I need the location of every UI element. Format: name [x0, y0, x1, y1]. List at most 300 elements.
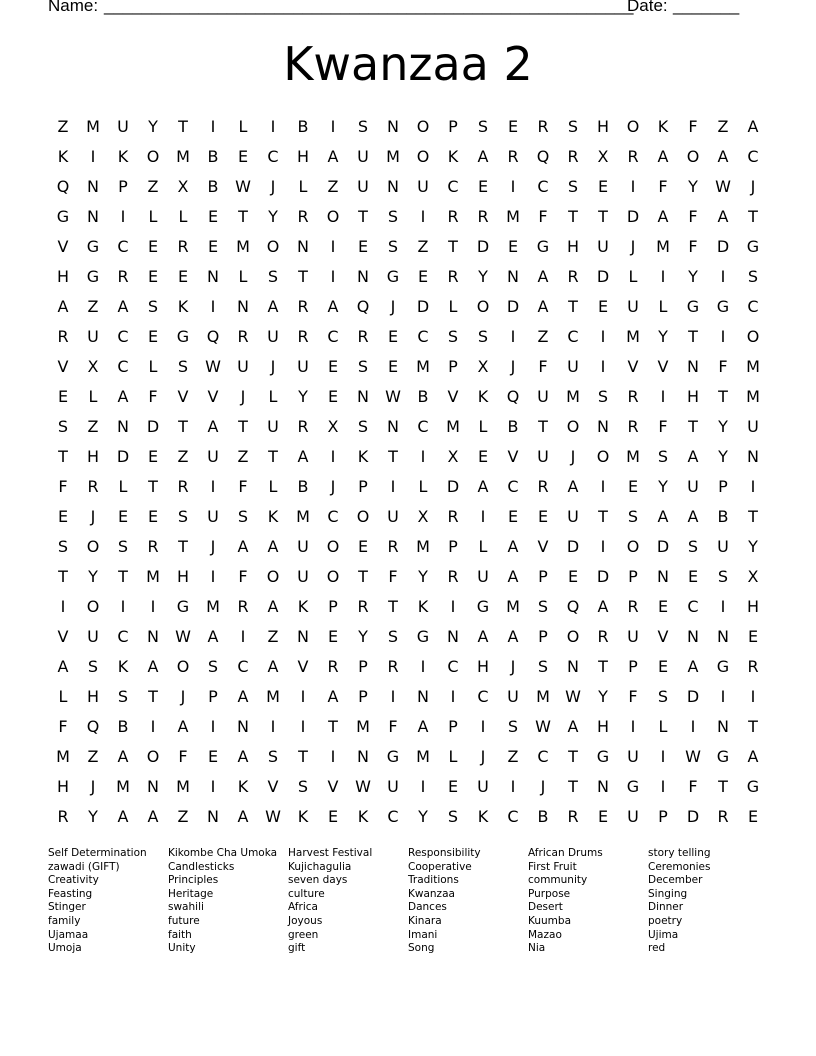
- grid-cell[interactable]: N: [597, 776, 609, 796]
- grid-cell[interactable]: M: [356, 716, 370, 736]
- grid-cell[interactable]: H: [686, 386, 700, 406]
- grid-cell[interactable]: I: [150, 596, 156, 616]
- grid-cell[interactable]: C: [537, 746, 549, 766]
- grid-cell[interactable]: V: [207, 386, 219, 406]
- grid-cell[interactable]: A: [717, 146, 729, 166]
- grid-cell[interactable]: A: [717, 206, 729, 226]
- grid-cell[interactable]: H: [476, 656, 490, 676]
- grid-cell[interactable]: V: [657, 356, 669, 376]
- grid-cell[interactable]: B: [297, 116, 309, 136]
- grid-cell[interactable]: W: [715, 176, 731, 196]
- grid-cell[interactable]: I: [720, 686, 726, 706]
- grid-cell[interactable]: A: [267, 296, 279, 316]
- grid-cell[interactable]: N: [237, 296, 249, 316]
- grid-cell[interactable]: M: [386, 146, 400, 166]
- grid-cell[interactable]: I: [450, 596, 456, 616]
- grid-cell[interactable]: E: [627, 476, 639, 496]
- grid-cell[interactable]: M: [746, 386, 760, 406]
- grid-cell[interactable]: U: [567, 356, 579, 376]
- grid-cell[interactable]: S: [537, 596, 549, 616]
- grid-cell[interactable]: A: [327, 296, 339, 316]
- grid-cell[interactable]: U: [627, 626, 639, 646]
- grid-cell[interactable]: I: [420, 446, 426, 466]
- grid-cell[interactable]: M: [146, 566, 160, 586]
- grid-cell[interactable]: W: [355, 776, 371, 796]
- grid-cell[interactable]: Z: [327, 176, 339, 196]
- grid-cell[interactable]: R: [507, 146, 519, 166]
- grid-cell[interactable]: A: [537, 266, 549, 286]
- grid-cell[interactable]: E: [327, 386, 339, 406]
- grid-cell[interactable]: U: [357, 146, 369, 166]
- grid-cell[interactable]: I: [330, 446, 336, 466]
- grid-cell[interactable]: G: [716, 656, 730, 676]
- grid-cell[interactable]: O: [266, 236, 280, 256]
- grid-cell[interactable]: X: [477, 356, 489, 376]
- grid-cell[interactable]: V: [57, 626, 69, 646]
- grid-cell[interactable]: V: [177, 386, 189, 406]
- grid-cell[interactable]: V: [537, 536, 549, 556]
- grid-cell[interactable]: S: [147, 296, 159, 316]
- grid-cell[interactable]: C: [747, 296, 759, 316]
- grid-cell[interactable]: A: [117, 746, 129, 766]
- grid-cell[interactable]: X: [447, 446, 459, 466]
- grid-cell[interactable]: Q: [566, 596, 580, 616]
- grid-cell[interactable]: Z: [177, 806, 189, 826]
- grid-cell[interactable]: J: [570, 446, 576, 466]
- grid-cell[interactable]: S: [567, 176, 579, 196]
- grid-cell[interactable]: E: [327, 356, 339, 376]
- grid-cell[interactable]: E: [477, 446, 489, 466]
- grid-cell[interactable]: E: [597, 176, 609, 196]
- grid-cell[interactable]: T: [298, 746, 308, 766]
- grid-cell[interactable]: E: [357, 236, 369, 256]
- grid-cell[interactable]: A: [477, 626, 489, 646]
- grid-cell[interactable]: I: [390, 686, 396, 706]
- grid-cell[interactable]: S: [687, 536, 699, 556]
- grid-cell[interactable]: N: [357, 266, 369, 286]
- grid-cell[interactable]: U: [627, 296, 639, 316]
- grid-cell[interactable]: I: [510, 326, 516, 346]
- grid-cell[interactable]: V: [297, 656, 309, 676]
- grid-cell[interactable]: E: [507, 116, 519, 136]
- grid-cell[interactable]: O: [416, 116, 430, 136]
- grid-cell[interactable]: A: [207, 416, 219, 436]
- grid-cell[interactable]: R: [537, 116, 549, 136]
- grid-cell[interactable]: L: [178, 206, 188, 226]
- grid-cell[interactable]: O: [146, 146, 160, 166]
- grid-cell[interactable]: C: [117, 356, 129, 376]
- grid-cell[interactable]: A: [507, 566, 519, 586]
- grid-cell[interactable]: R: [177, 476, 189, 496]
- grid-cell[interactable]: S: [447, 806, 459, 826]
- grid-cell[interactable]: M: [446, 416, 460, 436]
- grid-cell[interactable]: V: [57, 236, 69, 256]
- grid-cell[interactable]: S: [447, 326, 459, 346]
- grid-cell[interactable]: Y: [298, 386, 308, 406]
- grid-cell[interactable]: O: [86, 596, 100, 616]
- grid-cell[interactable]: S: [117, 536, 129, 556]
- grid-cell[interactable]: R: [627, 596, 639, 616]
- grid-cell[interactable]: J: [90, 506, 96, 526]
- grid-cell[interactable]: A: [237, 746, 249, 766]
- grid-cell[interactable]: T: [328, 716, 338, 736]
- date-field[interactable]: _______: [673, 0, 740, 15]
- grid-cell[interactable]: R: [297, 416, 309, 436]
- grid-cell[interactable]: Y: [418, 566, 428, 586]
- grid-cell[interactable]: L: [268, 476, 278, 496]
- grid-cell[interactable]: T: [178, 116, 188, 136]
- grid-cell[interactable]: J: [180, 686, 186, 706]
- grid-cell[interactable]: W: [685, 746, 701, 766]
- grid-cell[interactable]: A: [687, 446, 699, 466]
- grid-cell[interactable]: T: [718, 386, 728, 406]
- grid-cell[interactable]: E: [147, 506, 159, 526]
- grid-cell[interactable]: C: [237, 656, 249, 676]
- grid-cell[interactable]: A: [297, 446, 309, 466]
- grid-cell[interactable]: P: [628, 566, 638, 586]
- grid-cell[interactable]: N: [747, 446, 759, 466]
- grid-cell[interactable]: G: [686, 296, 700, 316]
- grid-cell[interactable]: I: [660, 266, 666, 286]
- grid-cell[interactable]: F: [688, 236, 698, 256]
- grid-cell[interactable]: L: [658, 716, 668, 736]
- grid-cell[interactable]: H: [296, 146, 310, 166]
- grid-cell[interactable]: C: [747, 146, 759, 166]
- grid-cell[interactable]: L: [148, 206, 158, 226]
- grid-cell[interactable]: O: [626, 536, 640, 556]
- grid-cell[interactable]: I: [660, 776, 666, 796]
- grid-cell[interactable]: L: [448, 296, 458, 316]
- grid-cell[interactable]: R: [327, 656, 339, 676]
- grid-cell[interactable]: I: [210, 776, 216, 796]
- grid-cell[interactable]: U: [387, 506, 399, 526]
- grid-cell[interactable]: R: [597, 626, 609, 646]
- grid-cell[interactable]: S: [177, 356, 189, 376]
- grid-cell[interactable]: M: [416, 536, 430, 556]
- grid-cell[interactable]: I: [510, 776, 516, 796]
- grid-cell[interactable]: H: [566, 236, 580, 256]
- grid-cell[interactable]: F: [658, 416, 668, 436]
- grid-cell[interactable]: H: [56, 776, 70, 796]
- grid-cell[interactable]: I: [750, 476, 756, 496]
- grid-cell[interactable]: N: [147, 776, 159, 796]
- grid-cell[interactable]: U: [267, 416, 279, 436]
- grid-cell[interactable]: G: [746, 236, 760, 256]
- grid-cell[interactable]: A: [417, 716, 429, 736]
- grid-cell[interactable]: R: [57, 806, 69, 826]
- grid-cell[interactable]: U: [117, 116, 129, 136]
- grid-cell[interactable]: A: [507, 536, 519, 556]
- grid-cell[interactable]: C: [417, 416, 429, 436]
- grid-cell[interactable]: I: [120, 596, 126, 616]
- grid-cell[interactable]: E: [387, 326, 399, 346]
- grid-cell[interactable]: E: [747, 806, 759, 826]
- grid-cell[interactable]: F: [658, 176, 668, 196]
- grid-cell[interactable]: I: [210, 116, 216, 136]
- grid-cell[interactable]: E: [177, 266, 189, 286]
- grid-cell[interactable]: R: [627, 146, 639, 166]
- grid-cell[interactable]: A: [267, 536, 279, 556]
- grid-cell[interactable]: P: [448, 356, 458, 376]
- grid-cell[interactable]: K: [357, 806, 369, 826]
- grid-cell[interactable]: S: [477, 326, 489, 346]
- grid-cell[interactable]: S: [267, 746, 279, 766]
- grid-cell[interactable]: R: [447, 566, 459, 586]
- grid-cell[interactable]: H: [596, 116, 610, 136]
- grid-cell[interactable]: L: [418, 476, 428, 496]
- grid-cell[interactable]: J: [270, 176, 276, 196]
- grid-cell[interactable]: S: [57, 536, 69, 556]
- grid-cell[interactable]: S: [657, 446, 669, 466]
- grid-cell[interactable]: O: [566, 626, 580, 646]
- grid-cell[interactable]: U: [267, 326, 279, 346]
- grid-cell[interactable]: B: [717, 506, 729, 526]
- grid-cell[interactable]: D: [566, 536, 580, 556]
- grid-cell[interactable]: H: [86, 446, 100, 466]
- grid-cell[interactable]: U: [237, 356, 249, 376]
- name-field[interactable]: ________________________________________________________: [104, 0, 634, 15]
- grid-cell[interactable]: S: [57, 416, 69, 436]
- grid-cell[interactable]: W: [205, 356, 221, 376]
- grid-cell[interactable]: L: [268, 386, 278, 406]
- grid-cell[interactable]: T: [748, 716, 758, 736]
- grid-cell[interactable]: C: [687, 596, 699, 616]
- grid-cell[interactable]: V: [507, 446, 519, 466]
- grid-cell[interactable]: W: [385, 386, 401, 406]
- grid-cell[interactable]: Y: [748, 536, 758, 556]
- grid-cell[interactable]: W: [535, 716, 551, 736]
- grid-cell[interactable]: R: [537, 476, 549, 496]
- grid-cell[interactable]: R: [297, 326, 309, 346]
- grid-cell[interactable]: P: [538, 566, 548, 586]
- grid-cell[interactable]: Z: [87, 746, 99, 766]
- grid-cell[interactable]: Z: [267, 626, 279, 646]
- grid-cell[interactable]: E: [357, 536, 369, 556]
- grid-cell[interactable]: T: [538, 416, 548, 436]
- grid-cell[interactable]: Z: [507, 746, 519, 766]
- grid-cell[interactable]: U: [297, 566, 309, 586]
- grid-cell[interactable]: N: [87, 206, 99, 226]
- grid-cell[interactable]: P: [448, 116, 458, 136]
- grid-cell[interactable]: U: [297, 356, 309, 376]
- grid-cell[interactable]: E: [57, 386, 69, 406]
- grid-cell[interactable]: P: [658, 806, 668, 826]
- grid-cell[interactable]: E: [477, 176, 489, 196]
- grid-cell[interactable]: E: [657, 656, 669, 676]
- grid-cell[interactable]: O: [176, 656, 190, 676]
- grid-cell[interactable]: W: [265, 806, 281, 826]
- grid-cell[interactable]: I: [690, 716, 696, 736]
- grid-cell[interactable]: P: [718, 476, 728, 496]
- grid-cell[interactable]: G: [386, 746, 400, 766]
- grid-cell[interactable]: I: [510, 176, 516, 196]
- grid-cell[interactable]: W: [235, 176, 251, 196]
- grid-cell[interactable]: S: [567, 116, 579, 136]
- grid-cell[interactable]: Y: [658, 476, 668, 496]
- grid-cell[interactable]: U: [627, 746, 639, 766]
- grid-cell[interactable]: J: [390, 296, 396, 316]
- grid-cell[interactable]: E: [147, 326, 159, 346]
- grid-cell[interactable]: I: [720, 596, 726, 616]
- grid-cell[interactable]: Z: [87, 416, 99, 436]
- grid-cell[interactable]: N: [417, 686, 429, 706]
- grid-cell[interactable]: J: [630, 236, 636, 256]
- grid-cell[interactable]: T: [238, 416, 248, 436]
- grid-cell[interactable]: Y: [148, 116, 158, 136]
- grid-cell[interactable]: Y: [418, 806, 428, 826]
- grid-cell[interactable]: E: [657, 596, 669, 616]
- grid-cell[interactable]: T: [598, 656, 608, 676]
- grid-cell[interactable]: O: [476, 296, 490, 316]
- grid-cell[interactable]: Z: [537, 326, 549, 346]
- grid-cell[interactable]: T: [388, 596, 398, 616]
- grid-cell[interactable]: N: [717, 626, 729, 646]
- grid-cell[interactable]: L: [628, 266, 638, 286]
- grid-cell[interactable]: T: [598, 206, 608, 226]
- grid-cell[interactable]: F: [58, 716, 68, 736]
- grid-cell[interactable]: P: [208, 686, 218, 706]
- grid-cell[interactable]: T: [568, 776, 578, 796]
- grid-cell[interactable]: D: [116, 446, 130, 466]
- grid-cell[interactable]: O: [146, 746, 160, 766]
- grid-cell[interactable]: S: [537, 656, 549, 676]
- grid-cell[interactable]: R: [447, 206, 459, 226]
- grid-cell[interactable]: I: [420, 656, 426, 676]
- grid-cell[interactable]: D: [146, 416, 160, 436]
- grid-cell[interactable]: I: [270, 116, 276, 136]
- grid-cell[interactable]: O: [86, 536, 100, 556]
- grid-cell[interactable]: A: [267, 596, 279, 616]
- grid-cell[interactable]: Y: [268, 206, 278, 226]
- grid-cell[interactable]: D: [686, 686, 700, 706]
- grid-cell[interactable]: I: [750, 686, 756, 706]
- grid-cell[interactable]: M: [176, 146, 190, 166]
- grid-cell[interactable]: S: [597, 386, 609, 406]
- grid-cell[interactable]: S: [357, 416, 369, 436]
- grid-cell[interactable]: S: [747, 266, 759, 286]
- grid-cell[interactable]: E: [597, 296, 609, 316]
- grid-cell[interactable]: C: [477, 686, 489, 706]
- grid-cell[interactable]: A: [657, 146, 669, 166]
- grid-cell[interactable]: R: [387, 656, 399, 676]
- grid-cell[interactable]: R: [627, 416, 639, 436]
- grid-cell[interactable]: E: [207, 206, 219, 226]
- grid-cell[interactable]: U: [567, 506, 579, 526]
- grid-cell[interactable]: E: [747, 626, 759, 646]
- grid-cell[interactable]: E: [147, 266, 159, 286]
- grid-cell[interactable]: G: [176, 326, 190, 346]
- grid-cell[interactable]: I: [330, 266, 336, 286]
- grid-cell[interactable]: C: [327, 326, 339, 346]
- grid-cell[interactable]: K: [117, 656, 129, 676]
- grid-cell[interactable]: I: [300, 686, 306, 706]
- grid-cell[interactable]: F: [718, 356, 728, 376]
- grid-cell[interactable]: Z: [147, 176, 159, 196]
- grid-cell[interactable]: F: [688, 206, 698, 226]
- grid-cell[interactable]: E: [147, 446, 159, 466]
- grid-cell[interactable]: Z: [87, 296, 99, 316]
- grid-cell[interactable]: R: [567, 266, 579, 286]
- grid-cell[interactable]: O: [326, 536, 340, 556]
- grid-cell[interactable]: P: [628, 656, 638, 676]
- grid-cell[interactable]: Y: [88, 566, 98, 586]
- grid-cell[interactable]: D: [446, 476, 460, 496]
- grid-cell[interactable]: Y: [718, 446, 728, 466]
- grid-cell[interactable]: P: [358, 656, 368, 676]
- grid-cell[interactable]: L: [478, 536, 488, 556]
- grid-cell[interactable]: F: [58, 476, 68, 496]
- grid-cell[interactable]: D: [416, 296, 430, 316]
- grid-cell[interactable]: A: [687, 656, 699, 676]
- grid-cell[interactable]: N: [507, 266, 519, 286]
- grid-cell[interactable]: I: [660, 386, 666, 406]
- grid-cell[interactable]: H: [56, 266, 70, 286]
- grid-cell[interactable]: T: [688, 326, 698, 346]
- grid-cell[interactable]: C: [567, 326, 579, 346]
- grid-cell[interactable]: E: [327, 626, 339, 646]
- grid-cell[interactable]: Q: [536, 146, 550, 166]
- grid-cell[interactable]: U: [717, 536, 729, 556]
- grid-cell[interactable]: Y: [88, 806, 98, 826]
- grid-cell[interactable]: K: [477, 806, 489, 826]
- grid-cell[interactable]: U: [87, 326, 99, 346]
- grid-cell[interactable]: C: [537, 176, 549, 196]
- grid-cell[interactable]: D: [626, 206, 640, 226]
- grid-cell[interactable]: K: [417, 596, 429, 616]
- grid-cell[interactable]: Q: [506, 386, 520, 406]
- grid-cell[interactable]: B: [537, 806, 549, 826]
- grid-cell[interactable]: E: [507, 236, 519, 256]
- grid-cell[interactable]: X: [177, 176, 189, 196]
- grid-cell[interactable]: V: [657, 626, 669, 646]
- grid-cell[interactable]: X: [87, 356, 99, 376]
- grid-cell[interactable]: A: [537, 296, 549, 316]
- grid-cell[interactable]: J: [210, 536, 216, 556]
- grid-cell[interactable]: R: [447, 266, 459, 286]
- grid-cell[interactable]: O: [686, 146, 700, 166]
- grid-cell[interactable]: M: [206, 596, 220, 616]
- grid-cell[interactable]: O: [626, 116, 640, 136]
- grid-cell[interactable]: A: [687, 506, 699, 526]
- grid-cell[interactable]: A: [207, 626, 219, 646]
- grid-cell[interactable]: V: [57, 356, 69, 376]
- grid-cell[interactable]: I: [660, 746, 666, 766]
- grid-cell[interactable]: R: [147, 536, 159, 556]
- grid-cell[interactable]: R: [477, 206, 489, 226]
- grid-cell[interactable]: Y: [478, 266, 488, 286]
- grid-cell[interactable]: N: [117, 416, 129, 436]
- grid-cell[interactable]: L: [118, 476, 128, 496]
- grid-cell[interactable]: A: [237, 686, 249, 706]
- grid-cell[interactable]: M: [416, 356, 430, 376]
- grid-cell[interactable]: R: [387, 536, 399, 556]
- grid-cell[interactable]: S: [387, 206, 399, 226]
- grid-cell[interactable]: C: [117, 626, 129, 646]
- grid-cell[interactable]: I: [600, 326, 606, 346]
- grid-cell[interactable]: I: [420, 206, 426, 226]
- grid-cell[interactable]: M: [296, 506, 310, 526]
- grid-cell[interactable]: E: [237, 146, 249, 166]
- grid-cell[interactable]: M: [176, 776, 190, 796]
- grid-cell[interactable]: S: [717, 566, 729, 586]
- grid-cell[interactable]: T: [568, 296, 578, 316]
- grid-cell[interactable]: E: [207, 746, 219, 766]
- grid-cell[interactable]: N: [447, 626, 459, 646]
- grid-cell[interactable]: I: [630, 176, 636, 196]
- grid-cell[interactable]: R: [297, 296, 309, 316]
- grid-cell[interactable]: A: [747, 116, 759, 136]
- grid-cell[interactable]: N: [717, 716, 729, 736]
